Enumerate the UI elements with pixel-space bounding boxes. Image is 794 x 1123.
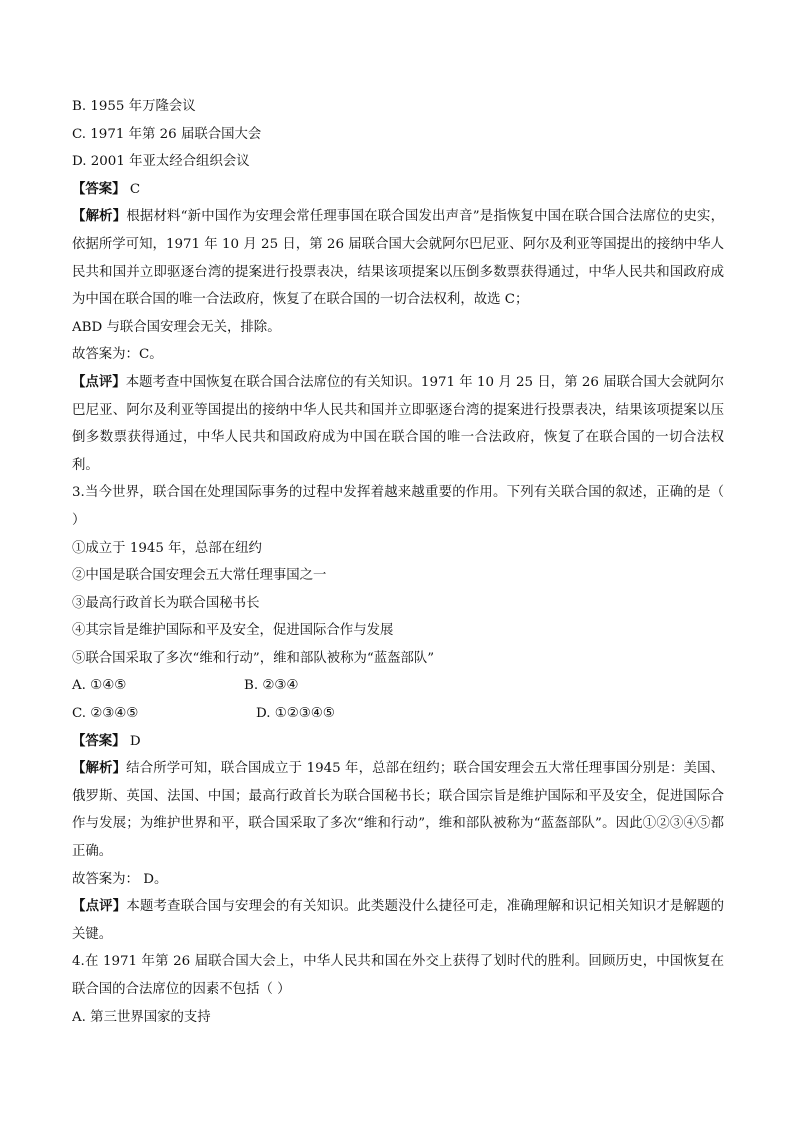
q2-option-d: D. 2001 年亚太经合组织会议	[72, 154, 250, 170]
document-content	[72, 93, 724, 1031]
q2-analysis-tag: 【解析】	[72, 208, 127, 225]
q2-conclusion: 故答案为：C。	[72, 347, 163, 363]
q4-option-a: A. 第三世界国家的支持	[72, 1009, 211, 1025]
q2-comment	[72, 369, 724, 479]
q3-options-row-2	[72, 700, 724, 728]
q2-analysis-extra: ABD 与联合国安理会无关，排除。	[72, 319, 281, 335]
q3-answer-value: D	[125, 733, 141, 749]
q3-item-5: ⑤联合国采取了多次“维和行动”，维和部队被称为“蓝盔部队”	[72, 650, 435, 666]
q3-stem: 3.当今世界，联合国在处理国际事务的过程中发挥着越来越重要的作用。下列有关联合国的叙述，正确的是（ ）	[72, 485, 724, 528]
q3-comment-text: 本题考查联合国与安理会的有关知识。此类题没什么捷径可走，准确理解和识记相关知识才是解题的关键。	[72, 899, 725, 942]
q2-answer-tag: 【答案】	[72, 180, 126, 197]
q3-item-1: ①成立于 1945 年，总部在纽约	[72, 540, 262, 556]
q2-comment-text: 本题考查中国恢复在联合国合法席位的有关知识。1971 年 10 月 25 日，第 26 届联合国大会就阿尔巴尼亚、阿尔及利亚等国提出的接纳中华人民共和国并立即驱逐台湾的提案进行投票表决，结果该项提案以压倒多数票获得通过，中华人民共和国政府成为中国在联合国的唯一合法政府，恢复了在联合国的一切合法权利。	[72, 374, 724, 473]
q3-answer	[72, 728, 724, 756]
q2-option-b: B. 1955 年万隆会议	[72, 99, 196, 114]
q3-comment	[72, 893, 724, 948]
q3-item-2: ②中国是联合国安理会五大常任理事国之一	[72, 568, 327, 584]
q3-option-a: A. ①④⑤	[72, 678, 127, 694]
q2-analysis	[72, 203, 724, 313]
q4-stem: 4.在 1971 年第 26 届联合国大会上，中华人民共和国在外交上获得了划时代的胜利。回顾历史，中国恢复在联合国的合法席位的因素不包括（ ）	[72, 954, 724, 997]
q3-option-b: B. ②③④	[244, 678, 299, 694]
q3-conclusion: 故答案为： D。	[72, 871, 168, 887]
q3-item-3: ③最高行政首长为联合国秘书长	[72, 595, 260, 611]
q2-answer	[72, 176, 724, 204]
q3-option-d: D. ①②③④⑤	[256, 706, 335, 722]
q3-analysis-tag: 【解析】	[72, 760, 127, 777]
q3-item-4: ④其宗旨是维护国际和平及安全，促进国际合作与发展	[72, 623, 394, 639]
q2-option-c: C. 1971 年第 26 届联合国大会	[72, 126, 262, 142]
q2-analysis-text: 根据材料“新中国作为安理会常任理事国在联合国发出声音”是指恢复中国在联合国合法席位的史实，依据所学可知，1971 年 10 月 25 日，第 26 届联合国大会就阿尔巴尼亚、阿尔及利亚等国提出的接纳中华人民共和国并立即驱逐台湾的提案进行投票表决，结果该项提案以压倒多数票获得通过，中华人民共和国政府成为中国在联合国的唯一合法政府，恢复了在联合国的一切合法权利，故选 C；	[72, 209, 724, 308]
q2-comment-tag: 【点评】	[72, 373, 126, 390]
q3-option-c: C. ②③④⑤	[72, 706, 139, 722]
q3-options-row-1	[72, 672, 724, 700]
q2-answer-value: C	[125, 181, 141, 197]
q3-analysis	[72, 755, 724, 865]
q3-answer-tag: 【答案】	[72, 732, 126, 749]
q3-comment-tag: 【点评】	[72, 898, 127, 915]
q3-analysis-text: 结合所学可知，联合国成立于 1945 年，总部在纽约；联合国安理会五大常任理事国分别是：美国、俄罗斯、英国、法国、中国；最高行政首长为联合国秘书长；联合国宗旨是维护国际和平及安全，促进国际合作与发展；为维护世界和平，联合国采取了多次“维和行动”，维和部队被称为“蓝盔部队”。因此①②③④⑤都正确。	[72, 761, 724, 860]
